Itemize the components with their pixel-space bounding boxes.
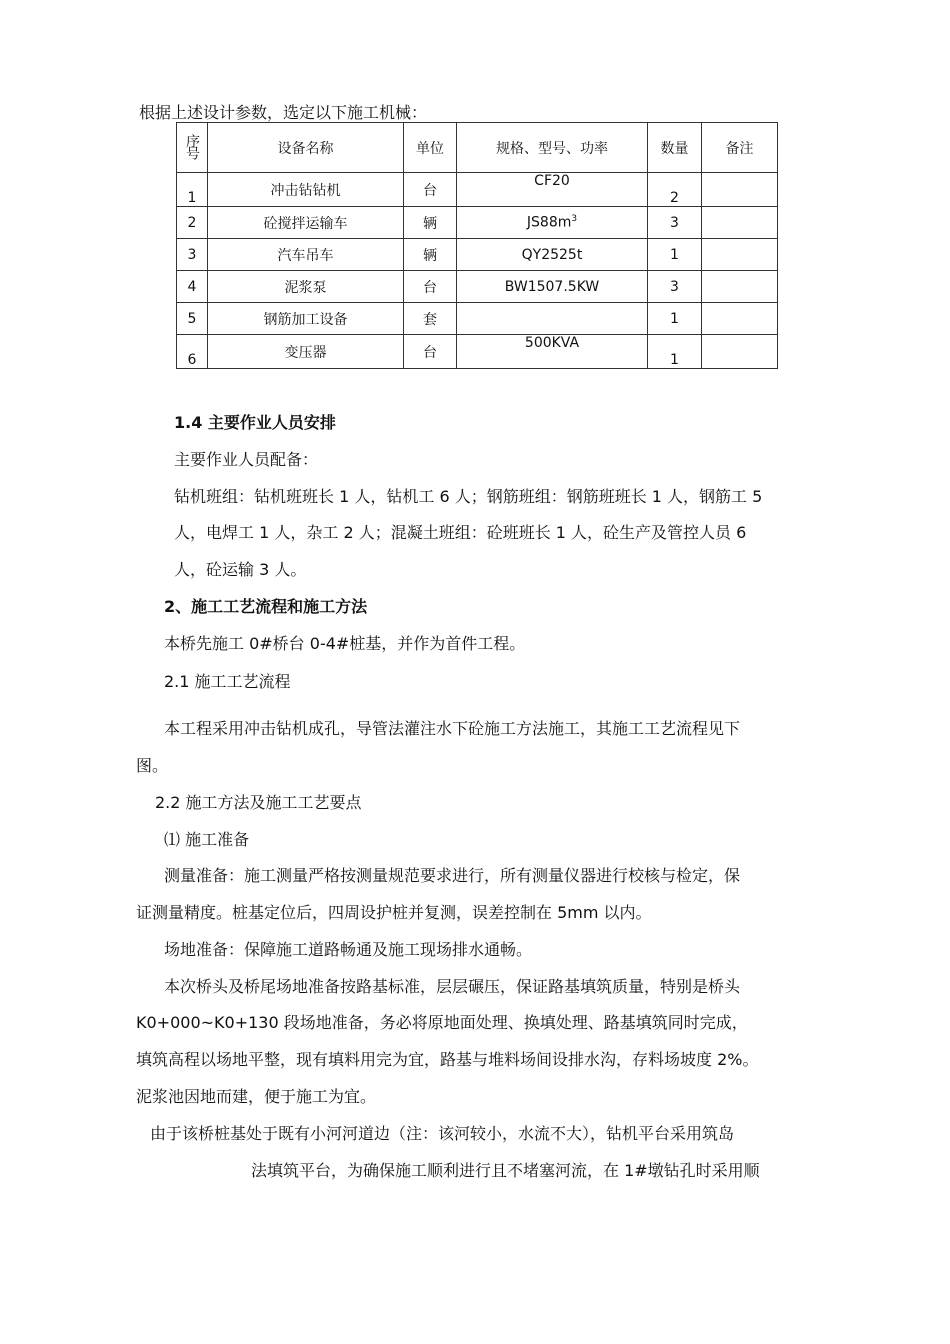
table-row <box>177 239 778 271</box>
paragraph-line: K0+000~K0+130 段场地准备，务必将原地面处理、换填处理、路基填筑同时完成， <box>136 1013 748 1032</box>
paragraph-line: 由于该桥桩基处于既有小河河道边（注：该河较小，水流不大），钻机平台采用筑岛 <box>150 1124 735 1143</box>
cell-qty: 3 <box>648 271 702 303</box>
cell-name: 砼搅拌运输车 <box>208 207 404 239</box>
header-qty: 数量 <box>648 123 702 173</box>
spec-superscript: 3 <box>571 214 578 225</box>
cell-no: 3 <box>177 239 208 271</box>
sub-heading-prep: ⑴ 施工准备 <box>164 830 250 849</box>
cell-note <box>702 335 778 369</box>
cell-unit: 台 <box>404 335 457 369</box>
table-row <box>177 207 778 239</box>
paragraph-line: 法填筑平台，为确保施工顺利进行且不堵塞河流，在 1#墩钻孔时采用顺 <box>251 1161 760 1180</box>
cell-note <box>702 271 778 303</box>
section-heading-1-4: 1.4 主要作业人员安排 <box>174 413 336 432</box>
cell-qty: 1 <box>648 239 702 271</box>
table-row <box>177 335 778 369</box>
cell-unit: 台 <box>404 173 457 207</box>
paragraph-line: 主要作业人员配备： <box>174 450 319 469</box>
table-header-row <box>177 123 778 173</box>
paragraph-line: 人，电焊工 1 人，杂工 2 人；混凝土班组：砼班班长 1 人，砼生产及管控人员 6 <box>174 523 747 542</box>
paragraph-line: 钻机班组：钻机班班长 1 人，钻机工 6 人；钢筋班组：钢筋班班长 1 人，钢筋工 5 <box>174 487 763 506</box>
paragraph-line: 场地准备：保障施工道路畅通及施工现场排水通畅。 <box>164 940 533 959</box>
cell-no: 1 <box>177 173 208 207</box>
paragraph-line: 人，砼运输 3 人。 <box>174 560 307 579</box>
cell-qty: 3 <box>648 207 702 239</box>
section-heading-2-1: 2.1 施工工艺流程 <box>164 672 291 691</box>
cell-name: 泥浆泵 <box>208 271 404 303</box>
paragraph-line: 本工程采用冲击钻机成孔，导管法灌注水下砼施工方法施工，其施工工艺流程见下 <box>164 719 741 738</box>
cell-name: 汽车吊车 <box>208 239 404 271</box>
cell-name: 冲击钻钻机 <box>208 173 404 207</box>
cell-qty: 1 <box>648 335 702 369</box>
header-note: 备注 <box>702 123 778 173</box>
cell-no: 5 <box>177 303 208 335</box>
equipment-table <box>176 122 778 369</box>
table-row <box>177 271 778 303</box>
cell-spec <box>457 207 648 239</box>
cell-note <box>702 239 778 271</box>
cell-spec: 500KVA <box>457 335 648 369</box>
cell-note <box>702 207 778 239</box>
spec-text: JS88m <box>526 214 572 231</box>
cell-name: 钢筋加工设备 <box>208 303 404 335</box>
cell-qty: 2 <box>648 173 702 207</box>
header-name: 设备名称 <box>208 123 404 173</box>
cell-spec <box>457 303 648 335</box>
cell-no: 2 <box>177 207 208 239</box>
cell-no: 4 <box>177 271 208 303</box>
cell-unit: 套 <box>404 303 457 335</box>
section-heading-2: 2、施工工艺流程和施工方法 <box>164 597 368 616</box>
cell-qty: 1 <box>648 303 702 335</box>
paragraph-line: 本次桥头及桥尾场地准备按路基标准，层层碾压，保证路基填筑质量，特别是桥头 <box>164 977 741 996</box>
header-unit: 单位 <box>404 123 457 173</box>
cell-name: 变压器 <box>208 335 404 369</box>
table-row <box>177 303 778 335</box>
header-spec: 规格、型号、功率 <box>457 123 648 173</box>
paragraph-line: 填筑高程以场地平整，现有填料用完为宜，路基与堆料场间设排水沟，存料场坡度 2%。 <box>136 1050 759 1069</box>
header-seq: 序号 <box>177 123 208 173</box>
intro-text: 根据上述设计参数，选定以下施工机械： <box>139 103 428 122</box>
cell-note <box>702 303 778 335</box>
paragraph-line: 测量准备：施工测量严格按测量规范要求进行，所有测量仪器进行校核与检定，保 <box>164 866 741 885</box>
cell-spec: BW1507.5KW <box>457 271 648 303</box>
paragraph-line: 泥浆池因地而建，便于施工为宜。 <box>136 1087 377 1106</box>
cell-unit: 台 <box>404 271 457 303</box>
cell-spec: CF20 <box>457 173 648 207</box>
cell-no: 6 <box>177 335 208 369</box>
section-heading-2-2: 2.2 施工方法及施工工艺要点 <box>155 793 362 812</box>
cell-note <box>702 173 778 207</box>
paragraph-line: 证测量精度。桩基定位后，四周设护桩并复测，误差控制在 5mm 以内。 <box>136 903 652 922</box>
paragraph-line: 图。 <box>136 756 169 775</box>
cell-spec: QY2525t <box>457 239 648 271</box>
paragraph-line: 本桥先施工 0#桥台 0-4#桩基，并作为首件工程。 <box>164 634 526 653</box>
cell-unit: 辆 <box>404 207 457 239</box>
table-row <box>177 173 778 207</box>
cell-unit: 辆 <box>404 239 457 271</box>
